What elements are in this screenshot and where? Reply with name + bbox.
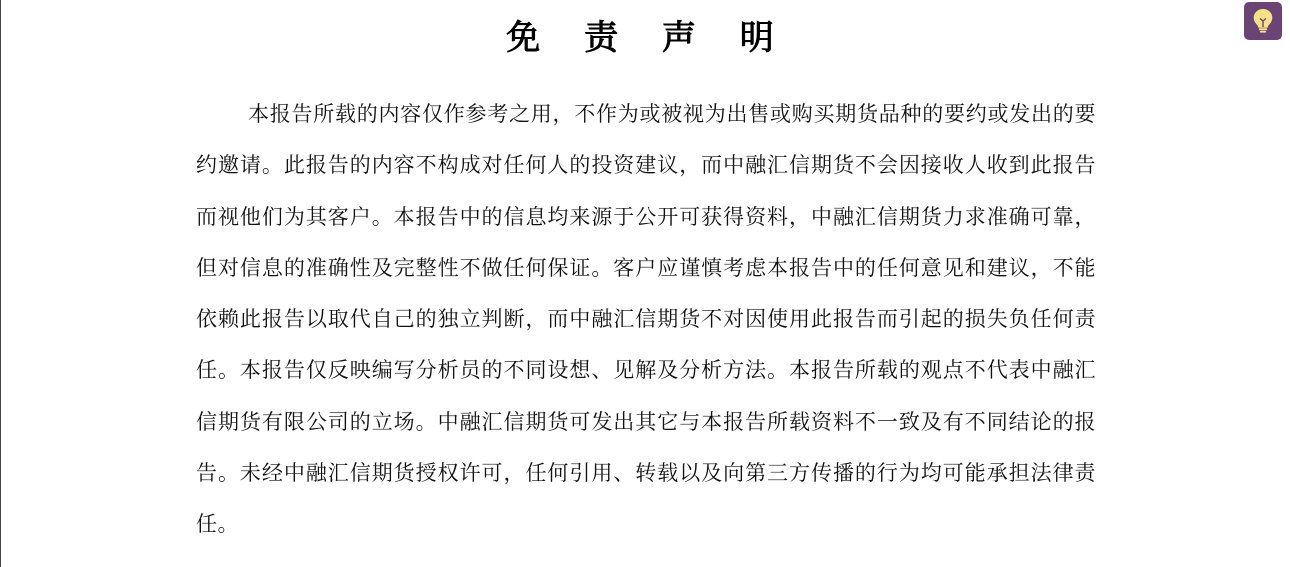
hint-button[interactable] (1244, 2, 1282, 40)
page-left-border (0, 0, 1, 567)
lightbulb-icon (1251, 8, 1275, 34)
page-title: 免 责 声 明 (506, 18, 790, 58)
disclaimer-text: 本报告所载的内容仅作参考之用，不作为或被视为出售或购买期货品种的要约或发出的要约邀请。此报告的内容不构成对任何人的投资建议，而中融汇信期货不会因接收人收到此报告而视他们为其客户。本报告中的信息均来源于公开可获得资料，中融汇信期货力求准确可靠，但对信息的准确性及完整性不做任何保证。客户应谨慎考虑本报告中的任何意见和建议，不能依赖此报告以取代自己的独立判断，而中融汇信期货不对因使用此报告而引起的损失负任何责任。本报告仅反映编写分析员的不同设想、见解及分析方法。本报告所载的观点不代表中融汇信期货有限公司的立场。中融汇信期货可发出其它与本报告所载资料不一致及有不同结论的报告。未经中融汇信期货授权许可，任何引用、转载以及向第三方传播的行为均可能承担法律责任。 (196, 102, 1096, 537)
